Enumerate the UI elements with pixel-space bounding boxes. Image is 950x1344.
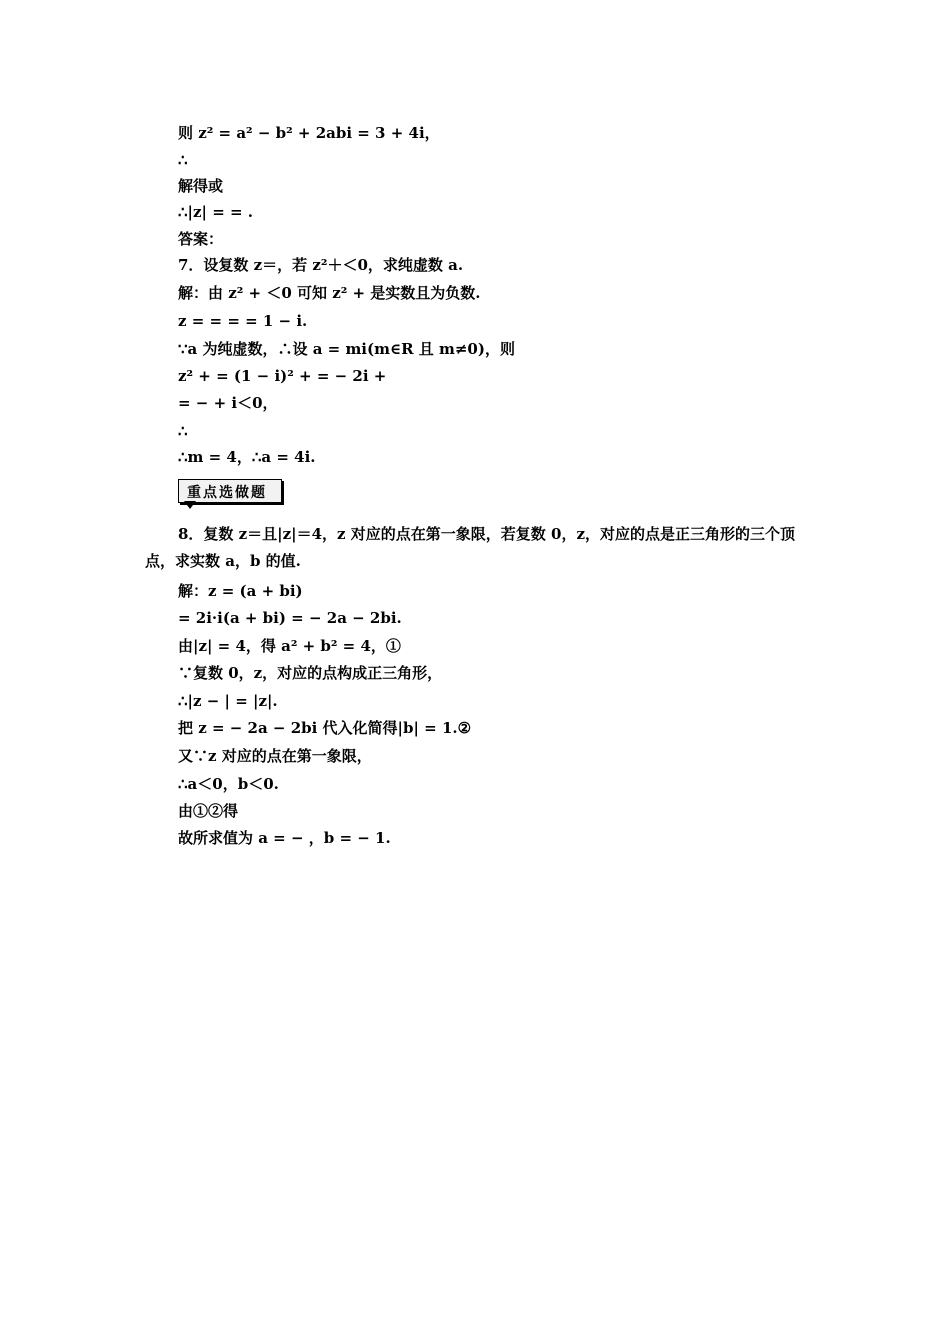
line-7: 解：由 z² + ＜0 可知 z² + 是实数且为负数. (178, 284, 481, 302)
problem-8: 8．复数 z＝且|z|＝4，z 对应的点在第一象限，若复数 0，z，对应的点是正三角形的三个顶点，求实数 a，b 的值. (145, 525, 795, 570)
sol-line-3: 由|z| = 4，得 a² + b² = 4，① (178, 637, 401, 655)
sol-line-1: 解：z = (a + bi) (178, 582, 303, 600)
badge-box (178, 479, 282, 503)
badge-label: 重点选做题 (187, 485, 267, 501)
problem-7: 7．设复数 z＝，若 z²＋＜0，求纯虚数 a. (178, 256, 464, 274)
sol-line-8: ∴a＜0，b＜0. (178, 775, 279, 793)
line-11: = − + i＜0， (178, 394, 278, 412)
line-3: 解得或 (178, 177, 224, 195)
sol-line-10: 故所求值为 a = − ，b = − 1. (178, 829, 391, 847)
sol-line-7: 又∵z 对应的点在第一象限， (178, 747, 372, 765)
line-12: ∴ (178, 422, 188, 440)
sol-line-2: = 2i·i(a + bi) = − 2a − 2bi. (178, 609, 402, 627)
section-badge (178, 479, 282, 505)
sol-line-5: ∴|z − | = |z|. (178, 692, 278, 710)
line-9: ∵a 为纯虚数，∴设 a = mi(m∈R 且 m≠0)，则 (178, 340, 515, 358)
sol-line-9: 由①②得 (178, 802, 239, 820)
line-8: z = = = = 1 − i. (178, 312, 308, 330)
line-10: z² + = (1 − i)² + = − 2i + (178, 367, 387, 385)
line-2: ∴ (178, 151, 188, 169)
badge-arrow-icon (184, 501, 196, 509)
sol-line-6: 把 z = − 2a − 2bi 代入化简得|b| = 1.② (178, 719, 472, 737)
answer-label: 答案： (178, 230, 224, 248)
line-4: ∴|z| = = . (178, 203, 253, 221)
line-1: 则 z² = a² − b² + 2abi = 3 + 4i， (178, 124, 440, 142)
sol-line-4: ∵复数 0，z，对应的点构成正三角形， (178, 664, 443, 682)
line-13: ∴m = 4，∴a = 4i. (178, 448, 316, 466)
